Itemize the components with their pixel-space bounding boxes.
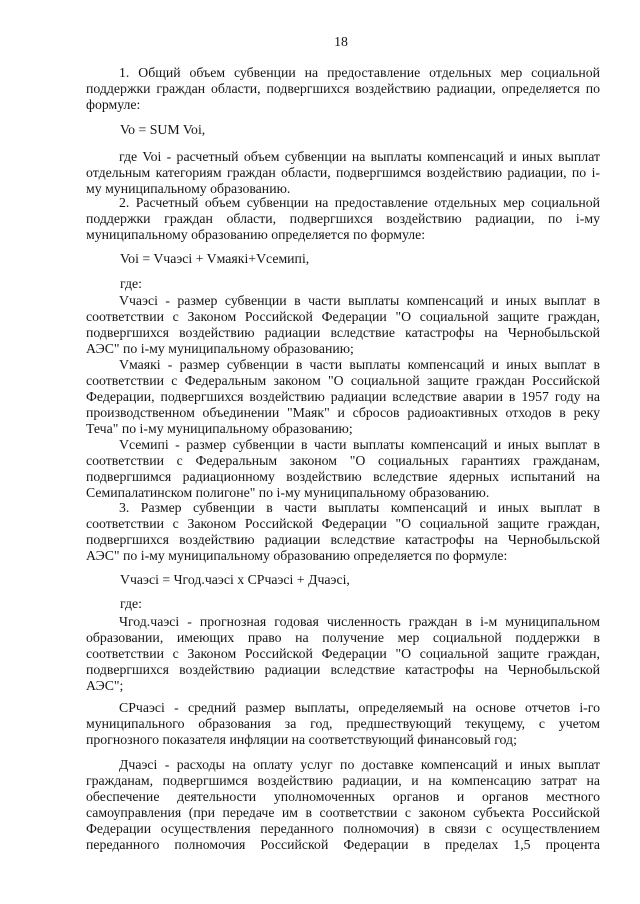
formula-voi: Voi = Vчаэсi + Vмаякi+Vсемипi, <box>120 251 310 266</box>
text-line: подвергшихся воздействию радиации вследствие катастрофы на Чернобыльской <box>86 662 600 677</box>
text-line: производственном объединении "Маяк" и сбросов радиоактивных отходов в реку <box>86 405 600 420</box>
text-line: АЭС"; <box>86 678 124 693</box>
text-line: отдельным категориям граждан области, подвергшимся воздействию радиации, по i- <box>86 165 600 180</box>
text-line: Vсемипi - размер субвенции в части выплаты компенсаций и иных выплат в <box>119 437 600 452</box>
text-line: АЭС" по i-му муниципальному образованию определяется по формуле: <box>86 548 508 563</box>
text-line: образовании, имеющих право на получение мер социальной поддержки в <box>86 630 600 645</box>
text-line: где Voi - расчетный объем субвенции на выплаты компенсаций и иных выплат <box>119 149 600 164</box>
text-line: переданного полномочия Российской Федерации в пределах 1,5 процента <box>86 837 600 852</box>
formula-vo: Vo = SUM Voi, <box>120 122 206 137</box>
paragraph-calculated-volume <box>86 195 600 243</box>
paragraph-srchaes-definition <box>86 700 600 748</box>
paragraph-voi-definition <box>86 149 600 197</box>
text-line: самоуправления (при передаче им в соответствии с законом субъекта Российской <box>86 805 600 820</box>
text-line: подвергшихся воздействию радиации вследствие катастрофы на Чернобыльской <box>86 532 600 547</box>
text-line: Vчаэсi - размер субвенции в части выплаты компенсаций и иных выплат в <box>119 293 600 308</box>
text-line: АЭС" по i-му муниципальному образованию; <box>86 341 354 356</box>
text-line: Федерации, подвергшихся воздействию радиации вследствие аварии в 1957 году на <box>86 389 600 404</box>
where-label: где: <box>120 276 142 291</box>
text-line: формуле: <box>86 97 141 112</box>
formula-vchaes: Vчаэсi = Чгод.чаэсi x СРчаэсi + Дчаэсi, <box>120 572 350 587</box>
text-line: прогнозного показателя инфляции на соответствующий финансовый год; <box>86 732 517 747</box>
text-line: соответствии с Законом Российской Федерации "О социальной защите граждан, <box>86 646 600 661</box>
paragraph-chgod-definition <box>86 614 600 694</box>
text-line: Теча" по i-му муниципальному образованию; <box>86 421 353 436</box>
paragraph-vmayak-definition <box>86 357 600 437</box>
text-line: соответствии с Законом Российской Федерации "О социальной защите граждан, <box>86 309 600 324</box>
text-line: гражданам, подвергшимся воздействию радиации, и на компенсацию затрат на <box>86 773 600 788</box>
text-line: 1. Общий объем субвенции на предоставление отдельных мер социальной <box>119 65 600 80</box>
paragraph-total-subvention <box>86 65 600 113</box>
page-number: 18 <box>334 34 348 49</box>
text-line: соответствии с Федеральным законом "О социальных гарантиях гражданам, <box>86 453 600 468</box>
text-line: Семипалатинском полигоне" по i-му муниципальному образованию. <box>86 485 490 500</box>
text-line: подвергшимся радиационному воздействию вследствие ядерных испытаний на <box>86 469 600 484</box>
text-line: муниципальному образованию определяется по формуле: <box>86 227 426 242</box>
text-line: поддержки граждан области, подвергшихся воздействию радиации, определяется по <box>86 81 600 96</box>
text-line: 2. Расчетный объем субвенции на предоставление отдельных мер социальной <box>119 195 600 210</box>
text-line: поддержки граждан области, подвергшихся воздействию радиации, по i-му <box>86 211 600 226</box>
text-line: Чгод.чаэсi - прогнозная годовая численность граждан в i-м муниципальном <box>119 614 600 629</box>
text-line: СРчаэсi - средний размер выплаты, определяемый на основе отчетов i-го <box>119 700 600 715</box>
text-line: подвергшихся воздействию радиации вследствие катастрофы на Чернобыльской <box>86 325 600 340</box>
paragraph-vchaes-size <box>86 500 600 564</box>
where-label: где: <box>120 596 142 611</box>
text-line: Федерации осуществления переданного полномочия) в связи с осуществлением <box>86 821 600 836</box>
paragraph-dchaes-definition <box>86 757 600 853</box>
text-line: му муниципальному образованию. <box>86 181 291 196</box>
text-line: 3. Размер субвенции в части выплаты компенсаций и иных выплат в <box>119 500 600 515</box>
paragraph-vchaes-definition <box>86 293 600 357</box>
text-line: муниципального образования за год, предшествующий текущему, с учетом <box>86 716 600 731</box>
text-line: обеспечение деятельности уполномоченных органов и органов местного <box>86 789 600 804</box>
text-line: соответствии с Федеральным законом "О социальной защите граждан Российской <box>86 373 600 388</box>
text-line: Vмаякi - размер субвенции в части выплаты компенсаций и иных выплат в <box>119 357 600 372</box>
paragraph-vsemip-definition <box>86 437 600 501</box>
text-line: соответствии с Законом Российской Федерации "О социальной защите граждан, <box>86 516 600 531</box>
text-line: Дчаэсi - расходы на оплату услуг по доставке компенсаций и иных выплат <box>119 757 600 772</box>
